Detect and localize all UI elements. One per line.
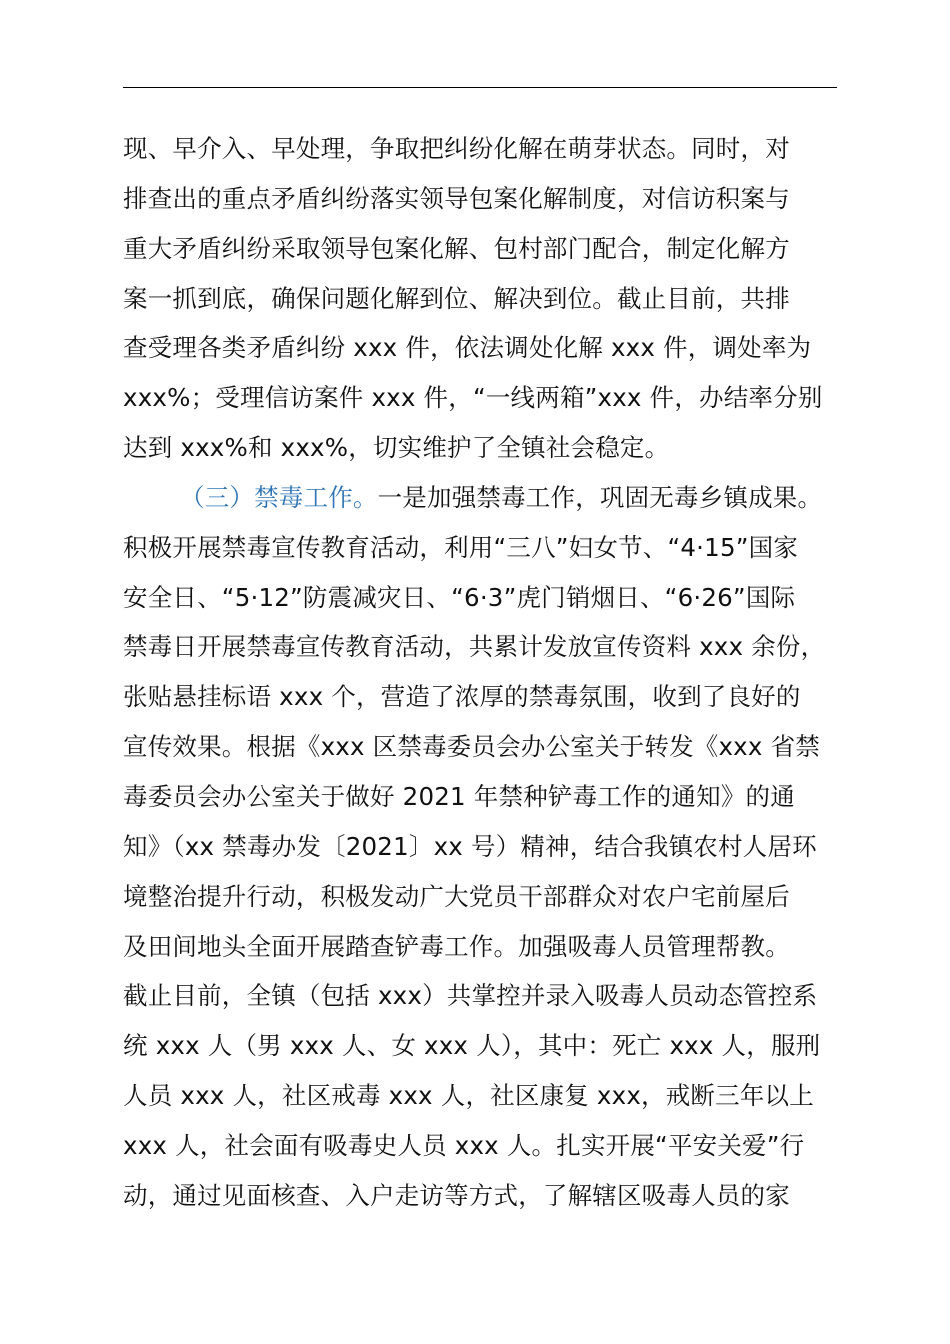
text-line: 知》（xx 禁毒办发〔2021〕xx 号）精神，结合我镇农村人居环 bbox=[123, 831, 817, 861]
text-line: 张贴悬挂标语 xxx 个，营造了浓厚的禁毒氛围，收到了良好的 bbox=[123, 682, 801, 712]
text-line: 现、早介入、早处理，争取把纠纷化解在萌芽状态。同时，对 bbox=[123, 134, 790, 163]
section-first-line-text: 一是加强禁毒工作，巩固无毒乡镇成果。 bbox=[377, 482, 823, 512]
text-line: 境整治提升行动，积极发动广大党员干部群众对农户宅前屋后 bbox=[123, 881, 790, 911]
section-heading: （三）禁毒工作。 bbox=[180, 482, 378, 512]
text-line: 案一抓到底，确保问题化解到位、解决到位。截止目前，共排 bbox=[123, 283, 790, 313]
text-line: 及田间地头全面开展踏查铲毒工作。加强吸毒人员管理帮教。 bbox=[123, 931, 790, 961]
text-line: 毒委员会办公室关于做好 2021 年禁种铲毒工作的通知》的通 bbox=[123, 781, 795, 811]
text-line: 排查出的重点矛盾纠纷落实领导包案化解制度，对信访积案与 bbox=[123, 183, 790, 213]
document-body bbox=[123, 124, 863, 1221]
continued-paragraph bbox=[123, 124, 863, 473]
text-line: 动，通过见面核查、入户走访等方式，了解辖区吸毒人员的家 bbox=[123, 1180, 790, 1210]
text-line: 人员 xxx 人，社区戒毒 xxx 人，社区康复 xxx，戒断三年以上 bbox=[123, 1081, 814, 1111]
section-first-line bbox=[123, 473, 863, 523]
text-line: 安全日、“5·12”防震减灾日、“6·3”虎门销烟日、“6·26”国际 bbox=[123, 582, 796, 612]
text-line: 查受理各类矛盾纠纷 xxx 件，依法调处化解 xxx 件，调处率为 bbox=[123, 333, 812, 363]
text-line: xxx 人，社会面有吸毒史人员 xxx 人。扎实开展“平安关爱”行 bbox=[123, 1130, 805, 1160]
text-line: 统 xxx 人（男 xxx 人、女 xxx 人），其中：死亡 xxx 人，服刑 bbox=[123, 1031, 821, 1061]
text-line: 达到 xxx%和 xxx%，切实维护了全镇社会稳定。 bbox=[123, 433, 670, 463]
text-line: 截止目前，全镇（包括 xxx）共掌控并录入吸毒人员动态管控系 bbox=[123, 981, 818, 1011]
text-line: 重大矛盾纠纷采取领导包案化解、包村部门配合，制定化解方 bbox=[123, 233, 790, 263]
anti-drug-section bbox=[123, 473, 863, 1221]
text-line: 宣传效果。根据《xxx 区禁毒委员会办公室关于转发《xxx 省禁 bbox=[123, 732, 820, 762]
text-line: 积极开展禁毒宣传教育活动，利用“三八”妇女节、“4·15”国家 bbox=[123, 532, 799, 562]
text-line: xxx%；受理信访案件 xxx 件，“一线两箱”xxx 件，办结率分别 bbox=[123, 383, 823, 413]
text-line: 禁毒日开展禁毒宣传教育活动，共累计发放宣传资料 xxx 余份， bbox=[123, 632, 826, 662]
header-rule bbox=[123, 87, 837, 88]
